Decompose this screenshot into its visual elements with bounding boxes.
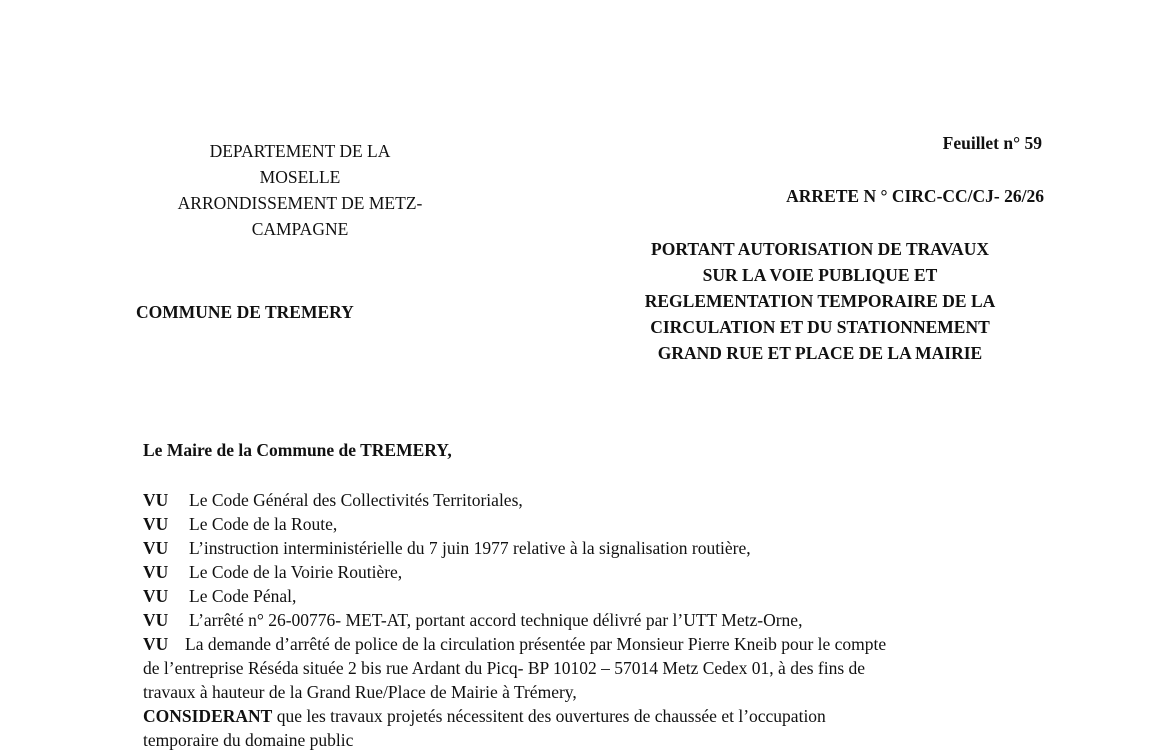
vu-keyword: VU	[143, 538, 169, 558]
vu-text: Le Code Pénal,	[189, 586, 297, 606]
vu-item	[143, 560, 886, 584]
vu-keyword: VU	[143, 610, 169, 630]
vu-text: L’arrêté n° 26-00776- MET-AT, portant accord technique délivré par l’UTT Metz-Orne,	[189, 610, 803, 630]
arrondissement-line: ARRONDISSEMENT DE METZ-	[177, 193, 423, 213]
vu-item	[143, 608, 886, 632]
arrete-title	[560, 236, 1080, 366]
title-line: SUR LA VOIE PUBLIQUE ET	[702, 265, 938, 285]
vu-keyword: VU	[143, 490, 169, 510]
feuillet-number: Feuillet n° 59	[942, 133, 1042, 153]
vu-keyword: VU	[143, 562, 169, 582]
vu-item	[143, 488, 886, 512]
departement-line: DEPARTEMENT DE LA	[209, 141, 391, 161]
vu-text: La demande d’arrêté de police de la circulation présentée par Monsieur Pierre Kneib pour le compte	[185, 634, 887, 654]
departement-line: MOSELLE	[259, 167, 341, 187]
vu-text: Le Code de la Route,	[189, 514, 338, 534]
considerant-line	[143, 704, 865, 728]
vu-item	[143, 536, 886, 560]
title-line: CIRCULATION ET DU STATIONNEMENT	[650, 317, 990, 337]
vu-list	[143, 488, 886, 656]
vu-item	[143, 584, 886, 608]
continuation-line: travaux à hauteur de la Grand Rue/Place de Mairie à Trémery,	[143, 682, 577, 702]
departement-block	[120, 138, 480, 242]
vu-keyword: VU	[143, 586, 169, 606]
vu-text: Le Code Général des Collectivités Territoriales,	[189, 490, 523, 510]
considerant-text: que les travaux projetés nécessitent des ouvertures de chaussée et l’occupation	[272, 706, 826, 726]
arrete-number: ARRETE N ° CIRC-CC/CJ- 26/26	[786, 186, 1044, 206]
maire-heading: Le Maire de la Commune de TREMERY,	[143, 440, 452, 460]
continuation-line: de l’entreprise Réséda située 2 bis rue Ardant du Picq- BP 10102 – 57014 Metz Cedex 01, à des fins de	[143, 658, 866, 678]
vu-keyword: VU	[143, 514, 169, 534]
commune-name: COMMUNE DE TREMERY	[136, 302, 354, 322]
vu-item	[143, 512, 886, 536]
last-line: temporaire du domaine public	[143, 730, 354, 750]
considerant-keyword: CONSIDERANT	[143, 706, 273, 726]
vu-text: L’instruction interministérielle du 7 juin 1977 relative à la signalisation routière,	[189, 538, 751, 558]
vu-text: Le Code de la Voirie Routière,	[189, 562, 403, 582]
vu-item	[143, 632, 886, 656]
vu-keyword: VU	[143, 634, 169, 654]
body-paragraph	[143, 656, 865, 752]
title-line: REGLEMENTATION TEMPORAIRE DE LA	[644, 291, 996, 311]
title-line: GRAND RUE ET PLACE DE LA MAIRIE	[657, 343, 983, 363]
title-line: PORTANT AUTORISATION DE TRAVAUX	[651, 239, 989, 259]
arrondissement-line: CAMPAGNE	[251, 219, 349, 239]
